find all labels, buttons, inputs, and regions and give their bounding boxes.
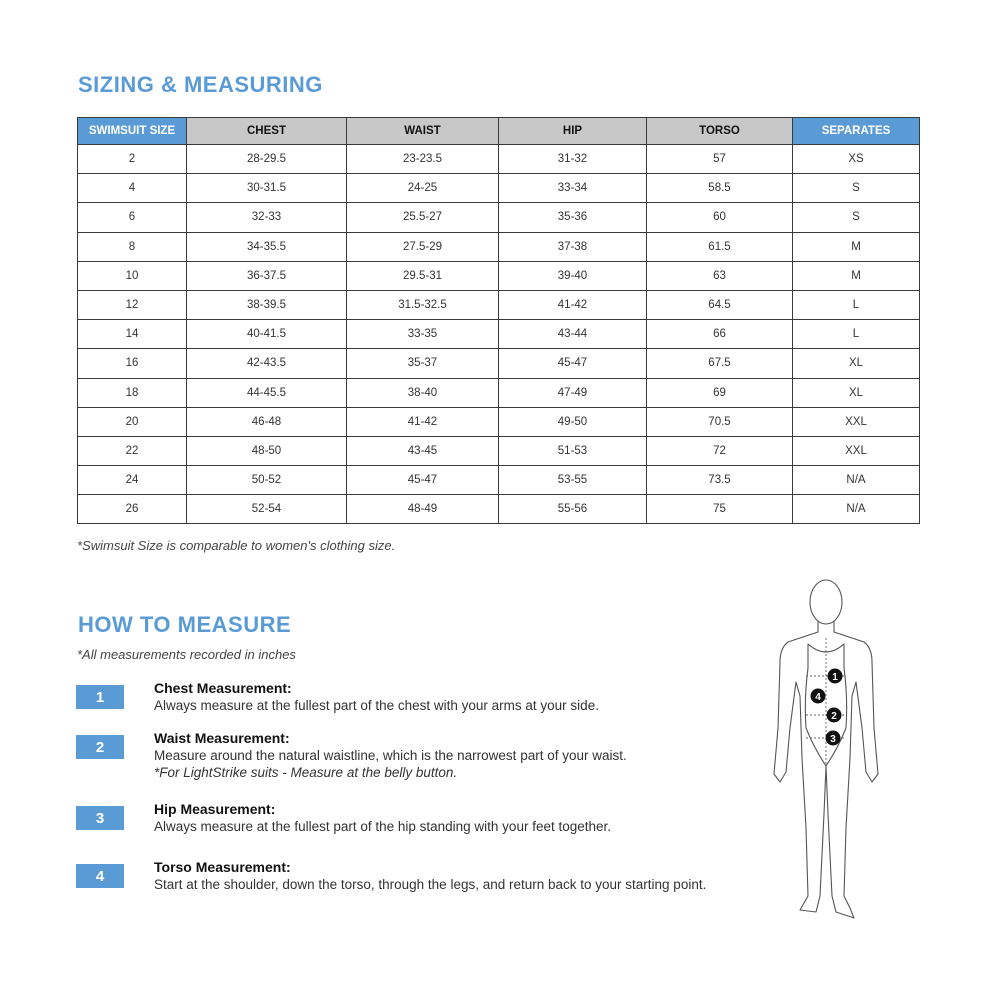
cell-hip: 45-47 — [499, 349, 647, 378]
table-header-row — [78, 118, 920, 145]
step-heading: Torso Measurement: — [154, 859, 291, 875]
cell-separates: XL — [793, 378, 920, 407]
step-heading: Chest Measurement: — [154, 680, 292, 696]
cell-torso: 63 — [647, 261, 793, 290]
cell-hip: 53-55 — [499, 466, 647, 495]
cell-hip: 55-56 — [499, 495, 647, 524]
cell-chest: 28-29.5 — [187, 145, 347, 174]
cell-chest: 52-54 — [187, 495, 347, 524]
header-separates: SEPARATES — [793, 118, 920, 145]
header-waist: WAIST — [347, 118, 499, 145]
cell-separates: M — [793, 232, 920, 261]
cell-torso: 73.5 — [647, 466, 793, 495]
cell-separates: XXL — [793, 407, 920, 436]
table-row — [78, 203, 920, 232]
cell-waist: 45-47 — [347, 466, 499, 495]
cell-hip: 43-44 — [499, 320, 647, 349]
cell-chest: 36-37.5 — [187, 261, 347, 290]
cell-separates: XXL — [793, 436, 920, 465]
cell-swimsuit-size: 18 — [78, 378, 187, 407]
step-description: Measure around the natural waistline, which is the narrowest part of your waist. — [154, 748, 627, 763]
header-chest: CHEST — [187, 118, 347, 145]
cell-chest: 50-52 — [187, 466, 347, 495]
cell-hip: 47-49 — [499, 378, 647, 407]
cell-chest: 46-48 — [187, 407, 347, 436]
table-row — [78, 466, 920, 495]
cell-waist: 25.5-27 — [347, 203, 499, 232]
step-description: Always measure at the fullest part of the hip standing with your feet together. — [154, 819, 612, 834]
step-number-badge: 2 — [76, 735, 124, 759]
cell-chest: 40-41.5 — [187, 320, 347, 349]
cell-swimsuit-size: 6 — [78, 203, 187, 232]
cell-separates: N/A — [793, 466, 920, 495]
table-row — [78, 232, 920, 261]
cell-torso: 60 — [647, 203, 793, 232]
cell-chest: 34-35.5 — [187, 232, 347, 261]
svg-text:2: 2 — [831, 711, 837, 722]
cell-chest: 38-39.5 — [187, 290, 347, 319]
table-body — [78, 145, 920, 524]
cell-torso: 61.5 — [647, 232, 793, 261]
cell-swimsuit-size: 10 — [78, 261, 187, 290]
header-torso: TORSO — [647, 118, 793, 145]
table-row — [78, 145, 920, 174]
table-row — [78, 495, 920, 524]
cell-waist: 43-45 — [347, 436, 499, 465]
sizing-title: SIZING & MEASURING — [78, 72, 323, 97]
cell-hip: 31-32 — [499, 145, 647, 174]
cell-waist: 23-23.5 — [347, 145, 499, 174]
cell-separates: S — [793, 203, 920, 232]
cell-chest: 42-43.5 — [187, 349, 347, 378]
cell-hip: 51-53 — [499, 436, 647, 465]
svg-text:3: 3 — [830, 734, 836, 745]
size-chart-table — [77, 117, 920, 524]
table-row — [78, 174, 920, 203]
cell-hip: 37-38 — [499, 232, 647, 261]
cell-hip: 49-50 — [499, 407, 647, 436]
table-row — [78, 436, 920, 465]
cell-separates: XS — [793, 145, 920, 174]
marker-waist — [827, 708, 842, 723]
cell-torso: 70.5 — [647, 407, 793, 436]
cell-waist: 48-49 — [347, 495, 499, 524]
cell-torso: 67.5 — [647, 349, 793, 378]
marker-hip — [826, 731, 841, 746]
cell-swimsuit-size: 20 — [78, 407, 187, 436]
cell-chest: 32-33 — [187, 203, 347, 232]
cell-torso: 57 — [647, 145, 793, 174]
cell-waist: 38-40 — [347, 378, 499, 407]
cell-separates: S — [793, 174, 920, 203]
step-description: Start at the shoulder, down the torso, through the legs, and return back to your starting point. — [154, 877, 707, 892]
table-row — [78, 349, 920, 378]
cell-hip: 39-40 — [499, 261, 647, 290]
cell-separates: M — [793, 261, 920, 290]
cell-swimsuit-size: 22 — [78, 436, 187, 465]
cell-separates: N/A — [793, 495, 920, 524]
cell-swimsuit-size: 8 — [78, 232, 187, 261]
cell-torso: 58.5 — [647, 174, 793, 203]
measure-subnote: *All measurements recorded in inches — [77, 647, 296, 662]
cell-waist: 31.5-32.5 — [347, 290, 499, 319]
cell-swimsuit-size: 14 — [78, 320, 187, 349]
step-number-badge: 4 — [76, 864, 124, 888]
cell-swimsuit-size: 26 — [78, 495, 187, 524]
step-heading: Hip Measurement: — [154, 801, 276, 817]
cell-torso: 69 — [647, 378, 793, 407]
svg-text:4: 4 — [815, 692, 821, 703]
cell-torso: 72 — [647, 436, 793, 465]
svg-text:1: 1 — [832, 672, 838, 683]
table-row — [78, 378, 920, 407]
table-row — [78, 320, 920, 349]
how-to-measure-title: HOW TO MEASURE — [78, 612, 292, 637]
marker-chest — [828, 669, 843, 684]
step-description: Always measure at the fullest part of the chest with your arms at your side. — [154, 698, 599, 713]
step-note: *For LightStrike suits - Measure at the belly button. — [154, 765, 458, 780]
cell-swimsuit-size: 4 — [78, 174, 187, 203]
marker-torso — [811, 689, 826, 704]
table-row — [78, 407, 920, 436]
table-row — [78, 261, 920, 290]
cell-swimsuit-size: 16 — [78, 349, 187, 378]
cell-waist: 29.5-31 — [347, 261, 499, 290]
cell-hip: 35-36 — [499, 203, 647, 232]
cell-torso: 66 — [647, 320, 793, 349]
cell-waist: 27.5-29 — [347, 232, 499, 261]
cell-separates: L — [793, 320, 920, 349]
cell-swimsuit-size: 24 — [78, 466, 187, 495]
cell-swimsuit-size: 12 — [78, 290, 187, 319]
cell-hip: 41-42 — [499, 290, 647, 319]
step-heading: Waist Measurement: — [154, 730, 290, 746]
cell-waist: 41-42 — [347, 407, 499, 436]
cell-separates: XL — [793, 349, 920, 378]
header-swimsuit-size: SWIMSUIT SIZE — [78, 118, 187, 145]
cell-waist: 24-25 — [347, 174, 499, 203]
cell-torso: 64.5 — [647, 290, 793, 319]
cell-chest: 30-31.5 — [187, 174, 347, 203]
size-footnote: *Swimsuit Size is comparable to women's clothing size. — [77, 538, 396, 553]
header-hip: HIP — [499, 118, 647, 145]
step-number-badge: 3 — [76, 806, 124, 830]
step-number-badge: 1 — [76, 685, 124, 709]
cell-waist: 35-37 — [347, 349, 499, 378]
cell-chest: 48-50 — [187, 436, 347, 465]
cell-torso: 75 — [647, 495, 793, 524]
body-measurement-figure — [770, 578, 910, 928]
cell-chest: 44-45.5 — [187, 378, 347, 407]
cell-waist: 33-35 — [347, 320, 499, 349]
cell-swimsuit-size: 2 — [78, 145, 187, 174]
cell-hip: 33-34 — [499, 174, 647, 203]
table-row — [78, 290, 920, 319]
cell-separates: L — [793, 290, 920, 319]
